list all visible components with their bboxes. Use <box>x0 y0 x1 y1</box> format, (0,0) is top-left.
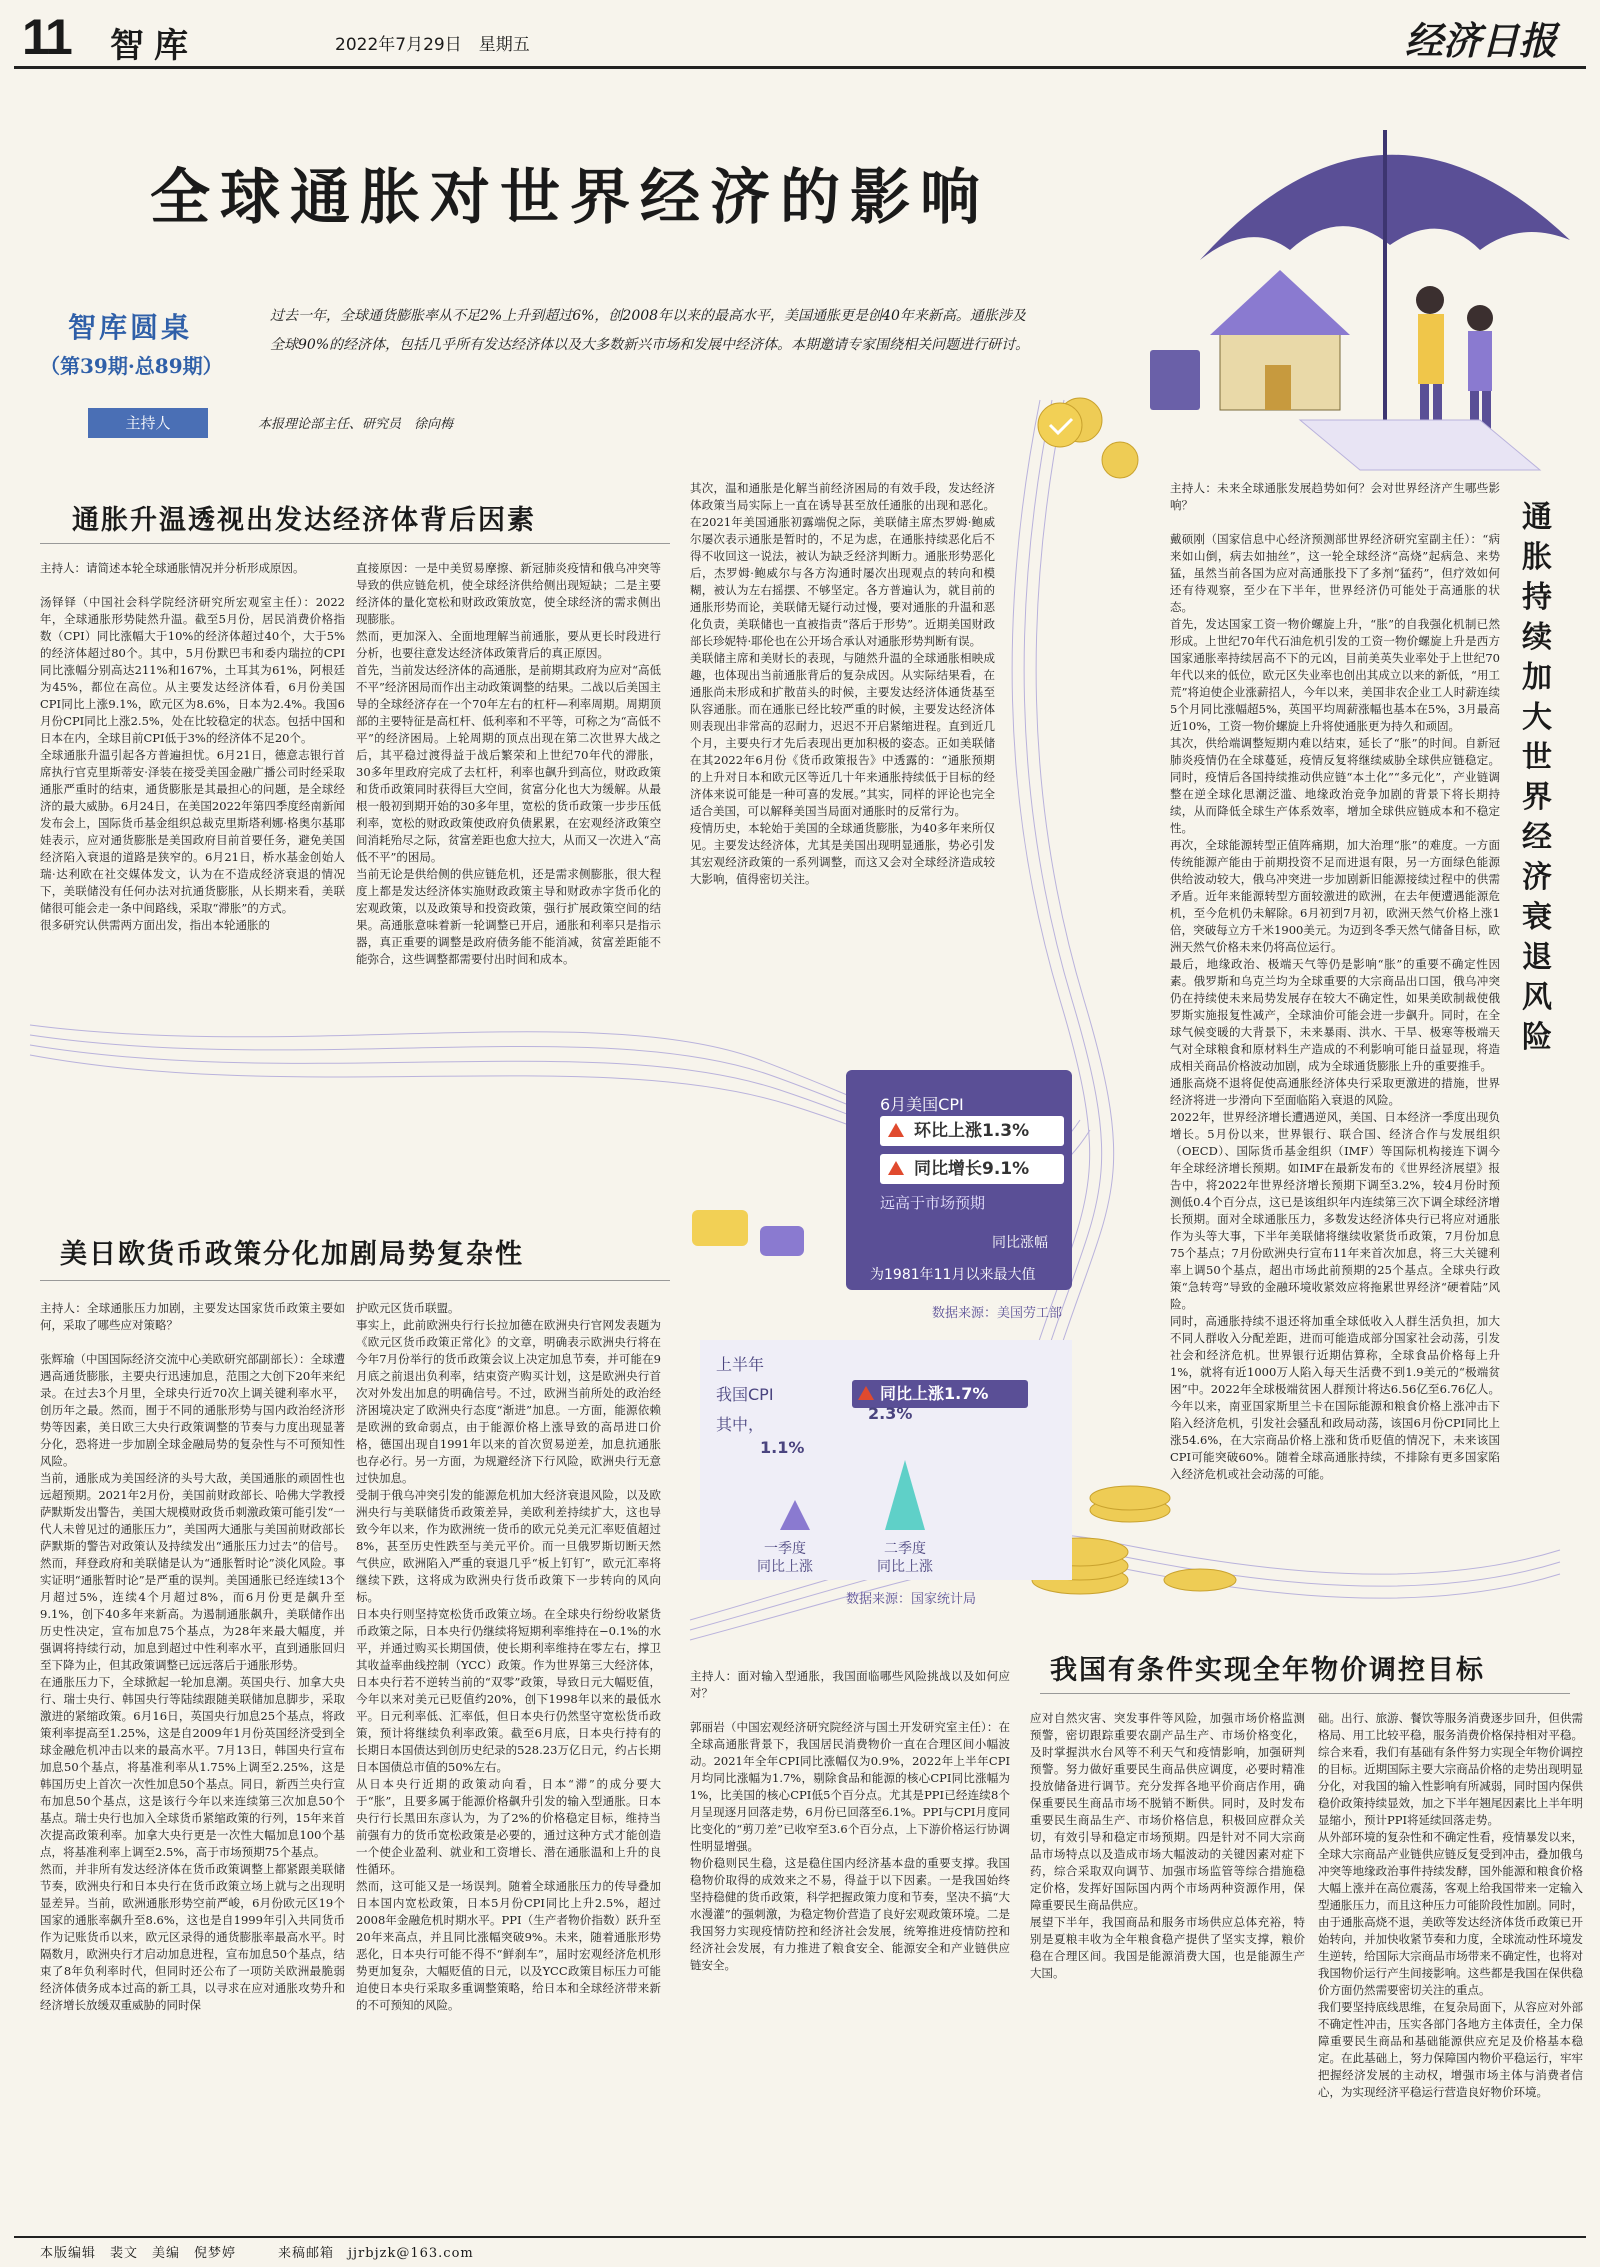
section-title: 我国有条件实现全年物价调控目标 <box>1050 1655 1485 1686</box>
article-column: 应对自然灾害、突发事件等风险，加强市场价格监测预警，密切跟踪重要农副产品生产、市场价格变化，及时掌握洪水台风等不利天气和疫情影响，加强研判预警。努力做好重要民生商品供应调度，必要时精准投放储备进行调节。充分发挥各地平价商店作用，确保重要民生商品市场不脱销不断供。同时，及时发布重要民生商品生产、市场价格信息，积极回应群众关切，有效引导和稳定市场预期。四是针对不同大宗商品市场特点以及造成市场大幅波动的关键因素对症下药，综合采取双向调节、加强市场监管等综合措施稳定价格，发挥好国际国内两个市场两种资源作用，保障重要民生商品供应。 展望下半年，我国商品和服务市场供应总体充裕，特别是夏粮丰收为全年粮食稳产提供了坚实支撑，粮价稳在合理区间。我国是能源消费大国，也是能源生产大国。 <box>1030 1711 1305 1980</box>
article-column: 础。出行、旅游、餐饮等服务消费逐步回升，但供需格局、用工比较平稳，服务消费价格保持相对平稳。综合来看，我们有基础有条件努力实现全年物价调控的目标。近期国际主要大宗商品价格的走势出现明显分化，对我国的输入性影响有所减弱，同时国内保供稳价政策持续显效，加之下半年翘尾因素比上半年明显缩小，预计PPI将延续回落走势。 从外部环境的复杂性和不确定性看，疫情暴发以来，全球大宗商品产业链供应链反复受到冲击，叠加俄乌冲突等地缘政治事件持续发酵，国外能源和粮食价格大幅上涨并在高位震荡，客观上给我国带来一定输入型通胀压力，而且这种压力可能阶段性加剧。同时，由于通胀高烧不退，美欧等发达经济体货币政策已开始转向，并加快收紧节奏和力度，全球流动性环境发生逆转，给国际大宗商品市场带来不确定性，也将对我国物价运行产生间接影响。这些都是我国在保供稳价方面仍然需要密切关注的重点。 我们要坚持底线思维，在复杂局面下，从容应对外部不确定性冲击，压实各部门各地方主体责任，全力保障重要民生商品和基础能源供应充足及价格基本稳定。在此基础上，努力保障国内物价平稳运行，牢牢把握经济发展的主动权，增强市场主体与消费者信心，为实现经济平稳运行营造良好物价环境。 <box>1318 1711 1583 2099</box>
section-name: 智库 <box>110 26 198 66</box>
cpi-mom-pill <box>880 1116 1064 1146</box>
cpi-card-title: 6月美国CPI <box>880 1095 964 1114</box>
section-rule <box>1040 1693 1570 1694</box>
cpi-note: 远高于市场预期 <box>880 1194 986 1212</box>
up-arrow-icon <box>888 1161 904 1175</box>
umbrella-illustration <box>1058 130 1570 478</box>
article-column: 其次，温和通胀是化解当前经济困局的有效手段，发达经济体政策当局实际上一直在诱导甚至放任通胀的出现和恶化。在2021年美国通胀初露端倪之际，美联储主席杰罗姆·鲍威尔屡次表示通胀是暂时的，不足为虑，在通胀持续恶化后不得不收回这一说法，被认为缺乏经济判断力。通胀形势恶化后，杰罗姆·鲍威尔与各方沟通时屡次出现观点的转向和模糊，被认为左右摇摆、不够坚定。各方普遍认为，就目前的通胀形势而论，美联储无疑行动过慢，要对通胀的升温和恶化负责，美联储也一直被指责“落后于形势”。近期美国财政部长珍妮特·耶伦也在公开场合承认对通胀形势判断有误。 美联储主席和美财长的表现，与随然升温的全球通胀相映成趣，也体现出当前通胀背后的复杂成因。从实际结果看，在通胀尚未形成和扩散苗头的时候，主要发达经济体通货基至队容通胀。而在通胀已经比较严重的时候，主要发达经济体则表现出非常高的忍耐力，迟迟不开启紧缩进程。直到近几个月，主要央行才先后表现出更加积极的姿态。正如美联储在其2022年6月份《货币政策报告》中透露的：“通胀预期的上升对日本和欧元区等近几十年来通胀持续低于目标的经济体来说可能是一种可喜的发展。”其实，同样的评论也完全适合美国，可以解释美国当局面对通胀时的反常行为。 疫情历史，本轮始于美国的全球通货膨胀，为40多年来所仅见。主要发达经济体，尤其是美国出现明显通胀，势必引发其宏观经济政策的一系列调整，而这又会对全球经济造成较大影响，值得密切关注。 <box>690 481 995 886</box>
china-cpi-pill-label: 同比上涨1.7% <box>880 1384 989 1403</box>
chat-bubble-icon <box>760 1226 804 1256</box>
cpi-mom-label: 环比上涨1.3% <box>914 1121 1030 1141</box>
up-arrow-icon <box>858 1386 874 1400</box>
paper-logo: 经济日报 <box>1405 18 1558 63</box>
host-label: 主持人 <box>88 408 208 438</box>
data-source: 数据来源：国家统计局 <box>846 1592 977 1607</box>
page-footer: 本版编辑 裴文 美编 倪梦婷 来稿邮箱 jjrbjzk@163.com <box>40 2246 474 2261</box>
cpi-yoy-pill <box>880 1154 1064 1184</box>
vertical-section-title: 通胀持续加大世界经济衰退风险 <box>1522 500 1552 1055</box>
article-column: 直接原因：一是中美贸易摩擦、新冠肺炎疫情和俄乌冲突等导致的供应链危机，使全球经济供给侧出现短缺；二是主要经济体的量化宽松和财政政策放宽，使全球经济的需求侧出现膨胀。 然而，更加深入、全面地理解当前通胀，要从更长时段进行分析，也要往意发达经济体政策背后的真正原因。 首先，当前发达经济体的高通胀，是前期其政府为应对“高低不平”经济困局而作出主动政策调整的结果。二战以后美国主导的全球经济存在一个70年左右的杠杆—利率周期。周期顶部的主要特征是高杠杆、低利率和不平等，可称之为“高低不平”的经济困局。上轮周期的顶点出现在第二次世界大战之后，其平稳过渡得益于战后繁荣和上世纪70年代的滞胀，30多年里政府完成了去杠杆，利率也飙升到高位，财政政策和货币政策同时获得巨大空间，贫富分化也大为缓解。从最根一般初到期开始的30多年里，宽松的货币政策一步步压低利率，宽松的财政政策使政府负债累累，在宏观经济政策空间消耗殆尽之际，贫富差距也愈大拉大，从而又一次进入“高低不平”的困局。 当前无论是供给侧的供应链危机，还是需求侧膨胀，很大程度上都是发达经济体实施财政政策主导和财政赤字货币化的宏观政策，以及政策导和投资政策，强行扩展政策空间的结果。高通胀意味着新一轮调整已开启，通胀和利率只是指示器，真正重要的调整是政府债务能不能消减，贫富差距能不能弥合，这些调整都需要付出时间和成本。 <box>356 561 661 966</box>
article-column: 主持人：面对输入型通胀，我国面临哪些风险挑战以及如何应对？ 郭丽岩（中国宏观经济研究院经济与国土开发研究室主任）：在全球高通胀背景下，我国居民消费物价一直在合理区间小幅波动。2021年全年CPI同比涨幅仅为0.9%，2022年上半年CPI月均同比涨幅为1.7%，剔除食品和能源的核心CPI同比涨幅为1%，比美国的核心CPI低5个百分点。尤其是PPI已经连续8个月呈现逐月回落走势，6月份已回落至6.1%。PPI与CPI月度同比变化的“剪刀差”已收窄至3.6个百分点，上下游价格运行协调性明显增强。 物价稳则民生稳，这是稳住国内经济基本盘的重要支撑。我国稳物价取得的成效来之不易，得益于以下因素。一是我国始终坚持稳健的货币政策，科学把握政策力度和节奏，坚决不搞“大水漫灌”的强刺激，为稳定物价营造了良好宏观政策环境。二是我国努力实现疫情防控和经济社会发展，统筹推进疫情防控和经济社会发展，有力推进了粮食安全、能源安全和产业链供应链安全。 <box>690 1669 1010 1972</box>
up-arrow-icon <box>888 1123 904 1137</box>
quarter-triangles <box>740 1420 940 1540</box>
q1-triangle <box>780 1500 810 1530</box>
section-title: 美日欧货币政策分化加剧局势复杂性 <box>60 1239 524 1270</box>
article-column: 护欧元区货币联盟。 事实上，此前欧洲央行行长拉加德在欧洲央行官网发表题为《欧元区货币政策正常化》的文章，明确表示欧洲央行将在今年7月份举行的货币政策会议上决定加息节奏，并可能在9月底之前退出负利率，结束资产购买计划，这是欧洲央行首次对外发出加息的明确信号。不过，欧洲当前所处的政治经济困境决定了欧洲央行态度“渐进”加息。一方面，能源依赖是欧洲的致命弱点，由于能源价格上涨导致的高昂进口价格，德国出现自1991年以来的首次贸易逆差，加息抗通胀也存必行。另一方面，为规避经济下行风险，欧洲央行无意过快加息。 受制于俄乌冲突引发的能源危机加大经济衰退风险，以及欧洲央行与美联储货币政策差异，美欧利差持续扩大，这也导致今年以来，作为欧洲统一货币的欧元兑美元汇率贬值超过8%，甚至历史性跌至与美元平价。而一旦俄罗斯切断天然气供应，欧洲陷入严重的衰退几乎“板上钉钉”，欧元汇率将继续下跌，这将成为欧洲央行货币政策下一步转向的风向标。 日本央行则坚持宽松货币政策立场。在全球央行纷纷收紧货币政策之际，日本央行仍继续将短期利率维持在−0.1%的水平，并通过购买长期国债，使长期利率维持在零左右，撑卫其收益率曲线控制（YCC）政策。作为世界第三大经济体，日本央行若不逆转当前的“双零”政策，导致日元大幅贬值，今年以来对美元已贬值约20%，创下1998年以来的最低水平。日元利率低、汇率低，但日本央行仍然坚守宽松货币政策，预计将继续负利率政策。截至6月底，日本央行持有的长期日本国债达到创历史纪录的528.23万亿日元，约占长期日本国债总市值的50%左右。 从日本央行近期的政策动向看，日本“滞”的成分要大于“胀”，且要多属于能源价格飙升引发的输入型通胀。日本央行行长黑田东彦认为，为了2%的价格稳定目标，维持当前强有力的货币宽松政策是必要的，通过这种方式才能创造一个使企业盈利、就业和工资增长、潜在通胀温和上升的良性循环。 然而，这可能又是一场误判。随着全球通胀压力的传导叠加日本国内宽松政策，日本5月份CPI同比上升2.5%，超过2008年金融危机时期水平。PPI（生产者物价指数）跃升至20年来高点，并且同比涨幅突破9%。未来，随着通胀形势恶化，日本央行可能不得不“鲜刹车”，届时宏观经济危机形势更加复杂，大幅贬值的日元，以及YCC政策目标压力可能迫使日本央行采取多重调整策略，给日本和全球经济带来新的不可预知的风险。 <box>356 1301 661 2012</box>
check-icon <box>1038 403 1082 447</box>
cpi-yoy-label: 同比增长9.1% <box>914 1159 1030 1179</box>
host-name: 本报理论部主任、研究员 徐向梅 <box>258 417 454 432</box>
forum-badge <box>40 306 223 379</box>
q2-label: 二季度 同比上涨 <box>877 1541 933 1575</box>
article-column: 主持人：未来全球通胀发展趋势如何？会对世界经济产生哪些影响？ 戴硕刚（国家信息中心经济预测部世界经济研究室副主任）：“病来如山倒，病去如抽丝”，这一轮全球经济“高烧”起病急、来势猛，虽然当前各国为应对高通胀投下了多剂“猛药”，但疗效如何还有待观察，至少在下半年，世界经济仍可能处于高通胀的状态。 首先，发达国家工资一物价螺旋上升，“胀”的自我强化机制已然形成。上世纪70年代石油危机引发的工资一物价螺旋上升是西方国家通胀率持续居高不下的元凶，目前美英失业率处于上世纪70年代以来的低位，欧元区失业率也创出其成立以来的新低，“用工荒”将迫使企业涨薪招人，今年以来，美国非农企业工人时薪连续5个月同比涨幅超5%，英国平均周薪涨幅也基本在5%，3月最高近10%，工资一物价螺旋上升将使通胀更为持久和顽固。 其次，供给端调整短期内难以结束，延长了“胀”的时间。自新冠肺炎疫情仍在全球蔓延，疫情反复将继续威胁全球供应链稳定。同时，疫情后各国持续推动供应链“本土化”“多元化”，产业链调整在逆全球化思潮泛滥、地缘政治竞争加剧的背景下将长期持续，从而降低全球生产体系效率，增加全球供应链成本和不稳定性。 再次，全球能源转型正值阵痛期，加大治理“胀”的难度。一方面传统能源产能由于前期投资不足而进退有限，另一方面绿色能源供给波动较大，俄乌冲突进一步加剧新旧能源接续过程中的供需矛盾。近年来能源转型方面较激进的欧洲，在去年便遭遇能源危机，至今危机仍未解除。6月初到7月初，欧洲天然气价格上涨1倍，突破每立方千米1900美元。为迈到冬季天然气储备目标，欧洲天然气价格未来仍将高位运行。 最后，地缘政治、极端天气等仍是影响“胀”的重要不确定性因素。俄罗斯和乌克兰均为全球重要的大宗商品出口国，俄乌冲突仍在持续使未来局势发展存在较大不确定性，如果美欧制裁使俄罗斯实施报复性减产，全球油价可能会进一步飙升。同时，在全球气候变暖的大背景下，未来暴雨、洪水、干旱、极寒等极端天气对全球粮食和原材料生产造成的不利影响可能日益显现，将造成相关商品价格波动加剧，成为全球通货膨胀上升的重要推手。 通胀高烧不退将促使高通胀经济体央行采取更激进的措施，世界经济将进一步滑向下至面临陷入衰退的风险。 2022年，世界经济增长遭遇逆风，美国、日本经济一季度出现负增长。5月份以来，世界银行、联合国、经济合作与发展组织（OECD）、国际货币基金组织（IMF）等国际机构接连下调今年全球经济增长预期。如IMF在最新发布的《世界经济展望》报告中，将2022年世界经济增长预期下调至3.2%，较4月份时预测低0.4个百分点，这已是该组织年内连续第三次下调全球经济增长预期。面对全球通胀压力，多数发达经济体央行已将应对通胀作为头等大事，下半年美联储将继续收紧货币政策，7月份加息75个基点；7月份欧洲央行宣布11年来首次加息，将三大关键利率上调50个基点，超出市场此前预期的25个基点。全球央行政策“急转弯”导致的金融环境收紧效应将拖累世界经济“硬着陆”风险。 同时，高通胀持续不退还将加重全球低收入人群生活负担，加大不同人群收入分配差距，进而可能造成部分国家社会动荡，引发社会和经济危机。世界银行近期估算称，全球食品价格每上升1%，就将有近1000万人陷入每天生活费不到1.9美元的“极端贫困”中。2022年全球极端贫困人群预计将达6.56亿至6.76亿人。今年以来，南亚国家斯里兰卡在国际能源和粮食价格上涨冲击下陷入经济危机，引发社会骚乱和政局动荡，该国6月份CPI同比上涨54.6%，在大宗商品价格上涨和货币贬值的情况下，未来该国CPI可能突破60%。随着全球高通胀持续，不排除有更多国家陷入经济危机或社会动荡的可能。 <box>1170 481 1500 1481</box>
issue-date: 2022年7月29日 星期五 <box>335 35 530 55</box>
section-title: 通胀升温透视出发达经济体背后因素 <box>72 505 536 536</box>
forum-title: 智库圆桌 <box>67 311 192 344</box>
footer-rule <box>14 2236 1586 2238</box>
intro-text: 过去一年，全球通货膨胀率从不足2%上升到超过6%，创2008年以来的最高水平，美国通胀更是创40年来新高。通胀涉及全球90%的经济体，包括几乎所有发达经济体以及大多数新兴市场和发展中经济体。本期邀请专家围绕相关问题进行研讨。 <box>270 308 1030 353</box>
article-column: 主持人：请简述本轮全球通胀情况并分析形成原因。 汤铎铎（中国社会科学院经济研究所宏观室主任）：2022年，全球通胀形势陡然升温。截至5月份，居民消费价格指数（CPI）同比涨幅大于10%的经济体超过40个，大于5%的经济体超过80个。其中，5月份默巴韦和委内瑞拉的CPI同比涨幅分别高达211%和167%，土耳其为61%，阿根廷为45%，都位在高位。从主要发达经济体看，6月份美国CPI同比上涨9.1%，欧元区为8.6%，日本为2.4%。我国6月份CPI同比上涨2.5%，处在比较稳定的状态。包括中国和日本在内，全球目前CPI低于3%的经济体不足20个。 全球通胀升温引起各方普遍担忧。6月21日，德意志银行首席执行官克里斯蒂安·泽装在接受美国金融广播公司时经采取通胀严重时的结束，通货膨胀是其最担心的问题，是全球经济的最大威胁。6月24日，在美国2022年第四季度经南新闻发布会上，国际货币基金组织总裁克里斯塔利娜·格奥尔基耶娃表示，应对通货膨胀是美国政府目前首要任务，避免美国经济陷入衰退的道路是狭窄的。6月21日，桥水基金创始人瑞·达利欧在社交媒体发文，认为在不造成经济衰退的情况下，美联储没有任何办法对抗通货膨胀，从长期来看，美联储很可能会走一条中间路线，采取“滞胀”的方式。 很多研究认供需两方面出发，指出本轮通胀的 <box>40 561 345 932</box>
section-rule <box>40 1280 670 1281</box>
q1-label: 一季度 同比上涨 <box>757 1541 813 1575</box>
forum-issue: （第39期·总89期） <box>40 354 223 378</box>
q2-triangle <box>885 1460 925 1530</box>
china-cpi-label: 上半年 我国CPI 其中， <box>716 1355 774 1434</box>
cpi-foot-line2: 为1981年11月以来最大值 <box>870 1267 1036 1283</box>
page-headline: 全球通胀对世界经济的影响 <box>150 163 990 233</box>
section-rule <box>40 543 670 544</box>
article-column: 主持人：全球通胀压力加剧，主要发达国家货币政策主要如何，采取了哪些应对策略？ 张辉瑜（中国国际经济交流中心美欧研究部副部长）：全球遭遇高通货膨胀，主要央行迅速加息，范围之大创下20年来纪录。在过去3个月里，全球央行近70次上调关键利率水平，创历年之最。然而，囿于不同的通胀形势与国内政治经济形势等因素，美日欧三大央行政策调整的节奏与力度出现显著分化，恐将进一步加剧全球金融局势的复杂性与不可预知性风险。 当前，通胀成为美国经济的头号大敌，美国通胀的顽固性也远超预期。2021年2月份，美国前财政部长、哈佛大学教授萨默斯发出警告，美国大规模财政货币刺激政策可能引发“一代人未曾见过的通胀压力”，美国两大通胀与美国前财政部长萨默斯的警告对政策认及持续发出“通胀压力过去”的信号。然而，拜登政府和美联储是认为“通胀暂时论”淡化风险。事实证明“通胀暂时论”是严重的误判。美国通胀已经连续13个月超过5%，连续4个月超过8%，而6月份更是飙升至9.1%，创下40多年来新高。为遏制通胀飙升，美联储作出历史性决定，宣布加息75个基点，为28年来最大幅度，并强调将持续行动，加息到超过中性利率水平，直到通胀回归至下降为止，但其政策调整已远远落后于通胀形势。 在通胀压力下，全球掀起一轮加息潮。英国央行、加拿大央行、瑞士央行、韩国央行等陆续跟随美联储加息脚步，采取激进的紧缩政策。6月16日，英国央行加息25个基点，将政策利率提高至1.25%，这是自2009年1月份英国经济受到全球金融危机冲击以来的最高水平。7月13日，韩国央行宣布加息50个基点，将基准利率从1.75%上调至2.25%，这是韩国历史上首次一次性加息50个基点。同日，新西兰央行宣布加息50个基点，这是该行今年以来连续第三次加息50个基点。瑞士央行也加入全球货币紧缩政策的行列，15年来首次提高政策利率。加拿大央行更是一次性大幅加息100个基点，将基准利率上调至2.5%，高于市场预期75个基点。 然而，并非所有发达经济体在货币政策调整上都紧跟美联储节奏，欧洲央行和日本央行在货币政策立场上就与之出现明显差异。当前，欧洲通胀形势空前严峻，6月份欧元区19个国家的通胀率飙升至8.6%，这也是自1999年引入共同货币作为记账货币以来，欧元区录得的通货膨胀率最高水平。时隔数月，欧洲央行才启动加息进程，宣布加息50个基点，结束了8年负利率时代，但同时还公布了一项防关欧洲最脆弱经济体债务成本过高的新工具，以寻求在应对通胀攻势升和经济增长放缓双重威胁的同时保 <box>40 1301 345 2012</box>
data-source: 数据来源：美国劳工部 <box>932 1306 1063 1321</box>
q2-value: 2.3% <box>868 1404 913 1423</box>
page-number: 11 <box>22 9 71 65</box>
cpi-foot-line1: 同比涨幅 <box>992 1235 1048 1251</box>
chat-bubble-icon <box>692 1210 748 1246</box>
q1-value: 1.1% <box>760 1438 805 1457</box>
